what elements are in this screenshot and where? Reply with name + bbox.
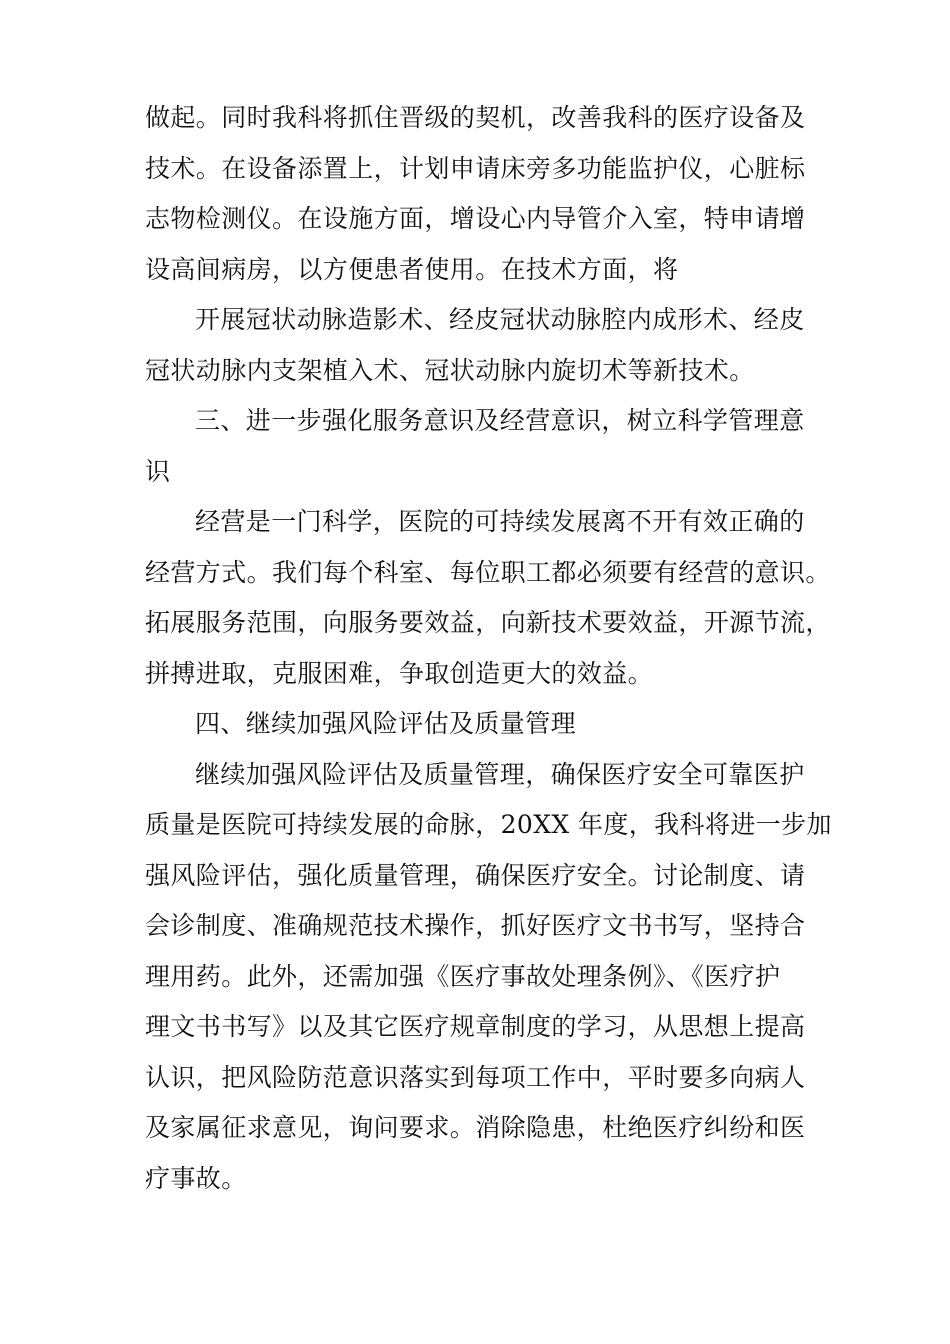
text-line: 经营是一门科学，医院的可持续发展离不开有效正确的 [195,507,805,536]
text-line: 质量是医院可持续发展的命脉，20XX 年度，我科将进一步加 [145,810,832,839]
text-line: 会诊制度、准确规范技术操作，抓好医疗文书书写，坚持合 [145,911,806,940]
text-line: 疗事故。 [145,1163,247,1193]
text-line: 及家属征求意见，询问要求。消除隐患，杜绝医疗纠纷和医 [145,1113,806,1142]
document-body [145,93,832,1204]
paragraph-equipment-plan [145,93,810,295]
text-line: 做起。同时我科将抓住晋级的契机，改善我科的医疗设备及 [145,103,806,132]
section-heading-three [145,396,810,497]
text-line: 拼搏进取，克服困难，争取创造更大的效益。 [145,658,654,688]
text-line: 理用药。此外，还需加强《医疗事故处理条例》、《医疗护 [145,961,781,991]
text-line: 三、进一步强化服务意识及经营意识，树立科学管理意 [195,406,805,435]
text-line: 继续加强风险评估及质量管理，确保医疗安全可靠医护 [195,759,805,789]
paragraph-new-techniques [145,295,810,396]
text-line: 冠状动脉内支架植入术、冠状动脉内旋切术等新技术。 [145,355,755,385]
section-heading-four [145,699,810,750]
text-line: 理文书书写》以及其它医疗规章制度的学习，从思想上提高 [145,1012,806,1041]
text-line: 开展冠状动脉造影术、经皮冠状动脉腔内成形术、经皮 [195,305,805,334]
text-line: 四、继续加强风险评估及质量管理 [195,709,577,738]
paragraph-management [145,497,831,699]
text-line: 志物检测仪。在设施方面，增设心内导管介入室，特申请增 [145,204,806,233]
text-line: 识 [145,456,171,486]
text-line: 拓展服务范围，向服务要效益，向新技术要效益，开源节流， [145,608,831,637]
paragraph-risk-quality [145,750,832,1205]
text-line: 设高间病房，以方便患者使用。在技术方面，将 [145,254,679,284]
text-line: 经营方式。我们每个科室、每位职工都必须要有经营的意识。 [145,557,831,587]
text-line: 技术。在设备添置上，计划申请床旁多功能监护仪，心脏标 [145,153,806,183]
text-line: 强风险评估，强化质量管理，确保医疗安全。讨论制度、请 [145,860,806,890]
text-line: 认识，把风险防范意识落实到每项工作中，平时要多向病人 [145,1062,806,1092]
